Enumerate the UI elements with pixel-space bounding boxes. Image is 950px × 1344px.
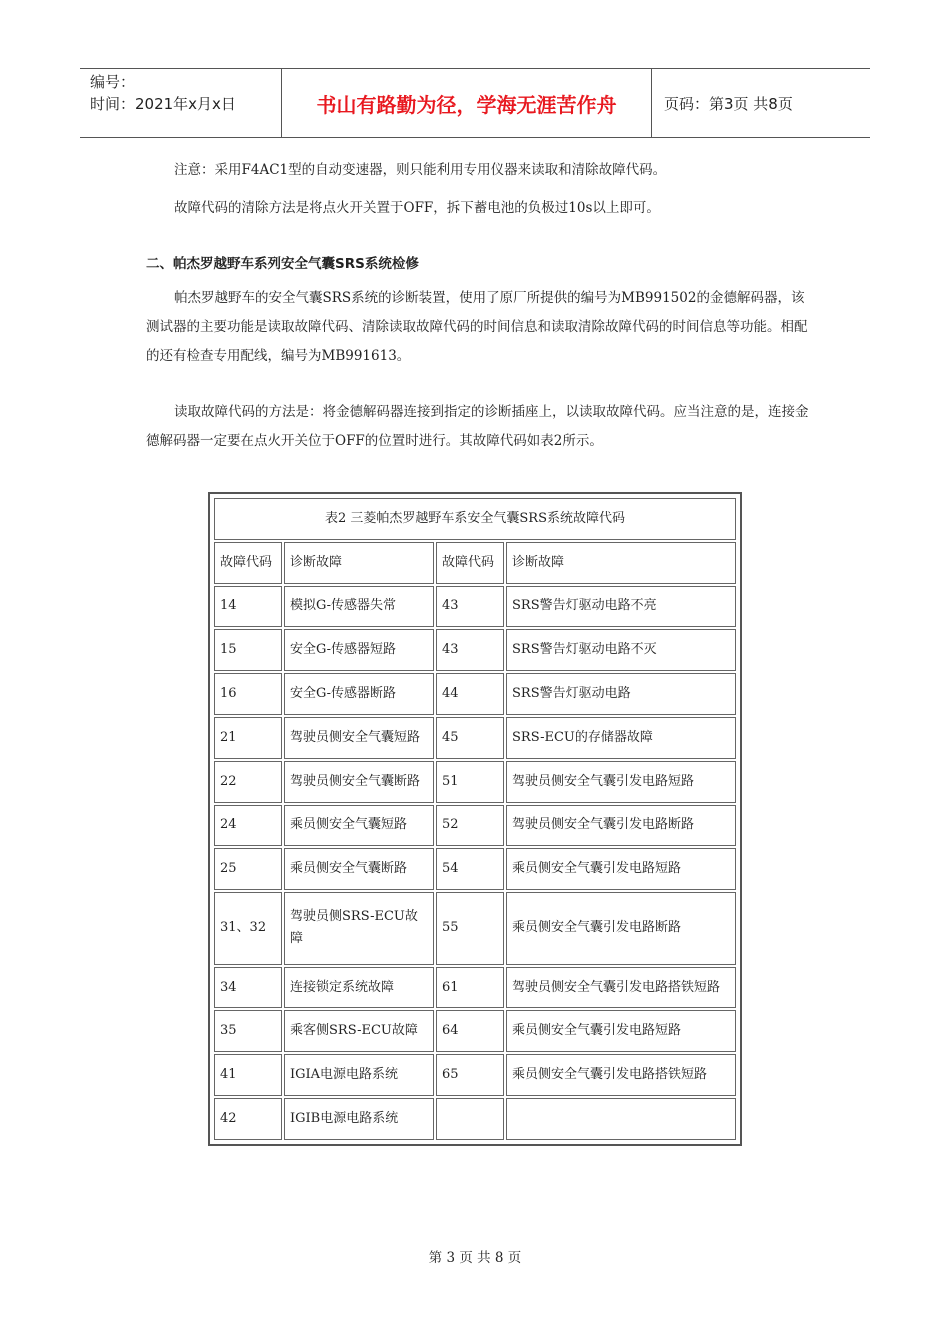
- table-row: [214, 892, 736, 964]
- fault-code-cell: 21: [214, 717, 282, 759]
- fault-code-cell: 54: [436, 848, 504, 890]
- diagnosis-cell: SRS警告灯驱动电路不亮: [506, 586, 736, 628]
- body-paragraph-1: 帕杰罗越野车的安全气囊SRS系统的诊断装置，使用了原厂所提供的编号为MB991502的金德解码器，该测试器的主要功能是读取故障代码、清除读取故障代码的时间信息和读取清除故障代码的时间信息等功能。相配的还有检查专用配线，编号为MB991613。: [146, 290, 808, 364]
- fault-code-cell: 41: [214, 1054, 282, 1096]
- fault-code-cell: 45: [436, 717, 504, 759]
- page-header: [80, 68, 870, 138]
- table-caption-row: [214, 498, 736, 540]
- fault-code-cell: 61: [436, 967, 504, 1009]
- body-paragraph-2: 读取故障代码的方法是：将金德解码器连接到指定的诊断插座上，以读取故障代码。应当注意的是，连接金德解码器一定要在点火开关位于OFF的位置时进行。其故障代码如表2所示。: [146, 404, 809, 449]
- diagnosis-cell: 驾驶员侧安全气囊引发电路搭铁短路: [506, 967, 736, 1009]
- diagnosis-cell: 连接锁定系统故障: [284, 967, 434, 1009]
- table-row: [214, 967, 736, 1009]
- diagnosis-cell: 驾驶员侧SRS-ECU故障: [284, 892, 434, 964]
- diagnosis-cell: 乘员侧安全气囊引发电路搭铁短路: [506, 1054, 736, 1096]
- table-caption: 表2 三菱帕杰罗越野车系安全气囊SRS系统故障代码: [214, 498, 736, 540]
- diagnosis-cell: 安全G-传感器断路: [284, 673, 434, 715]
- table-row: [214, 761, 736, 803]
- table-row: [214, 717, 736, 759]
- diagnosis-cell: 模拟G-传感器失常: [284, 586, 434, 628]
- fault-code-cell: 52: [436, 805, 504, 847]
- fault-code-cell: 35: [214, 1010, 282, 1052]
- diagnosis-cell: 驾驶员侧安全气囊引发电路断路: [506, 805, 736, 847]
- fault-code-cell: 34: [214, 967, 282, 1009]
- fault-code-cell: 42: [214, 1098, 282, 1140]
- number-label: 编号：: [90, 73, 136, 91]
- table-row: [214, 586, 736, 628]
- table-row: [214, 1010, 736, 1052]
- table-header-row: [214, 542, 736, 584]
- fault-code-cell: 24: [214, 805, 282, 847]
- column-header: 诊断故障: [284, 542, 434, 584]
- table-row: [214, 1098, 736, 1140]
- diagnosis-cell: SRS警告灯驱动电路: [506, 673, 736, 715]
- header-meta: [80, 69, 282, 137]
- fault-code-cell: 55: [436, 892, 504, 964]
- table-row: [214, 629, 736, 671]
- table-row: [214, 805, 736, 847]
- table-row: [214, 1054, 736, 1096]
- diagnosis-cell: 乘员侧安全气囊断路: [284, 848, 434, 890]
- diagnosis-cell: 乘员侧安全气囊引发电路断路: [506, 892, 736, 964]
- table-row: [214, 848, 736, 890]
- fault-code-cell: 64: [436, 1010, 504, 1052]
- fault-code-cell: 43: [436, 586, 504, 628]
- fault-code-cell: 31、32: [214, 892, 282, 964]
- fault-code-cell: 15: [214, 629, 282, 671]
- fault-code-table: [208, 492, 742, 1146]
- diagnosis-cell: 驾驶员侧安全气囊短路: [284, 717, 434, 759]
- fault-code-cell: 16: [214, 673, 282, 715]
- diagnosis-cell: [506, 1098, 736, 1140]
- fault-code-cell: [436, 1098, 504, 1140]
- diagnosis-cell: 安全G-传感器短路: [284, 629, 434, 671]
- note-paragraph-1: 注意：采用F4AC1型的自动变速器，则只能利用专用仪器来读取和清除故障代码。: [174, 162, 667, 178]
- diagnosis-cell: IGIA电源电路系统: [284, 1054, 434, 1096]
- diagnosis-cell: SRS-ECU的存储器故障: [506, 717, 736, 759]
- diagnosis-cell: 乘员侧安全气囊引发电路短路: [506, 848, 736, 890]
- diagnosis-cell: SRS警告灯驱动电路不灭: [506, 629, 736, 671]
- fault-code-cell: 14: [214, 586, 282, 628]
- diagnosis-cell: 乘员侧安全气囊引发电路短路: [506, 1010, 736, 1052]
- diagnosis-cell: 驾驶员侧安全气囊引发电路短路: [506, 761, 736, 803]
- section-title: 二、帕杰罗越野车系列安全气囊SRS系统检修: [146, 256, 419, 272]
- column-header: 故障代码: [436, 542, 504, 584]
- column-header: 诊断故障: [506, 542, 736, 584]
- page-footer: 第 3 页 共 8 页: [428, 1250, 522, 1266]
- column-header: 故障代码: [214, 542, 282, 584]
- diagnosis-cell: IGIB电源电路系统: [284, 1098, 434, 1140]
- header-page-number: 页码：第3页 共8页: [664, 94, 793, 113]
- fault-code-cell: 43: [436, 629, 504, 671]
- diagnosis-cell: 乘客侧SRS-ECU故障: [284, 1010, 434, 1052]
- header-motto: 书山有路勤为径，学海无涯苦作舟: [282, 69, 652, 137]
- diagnosis-cell: 驾驶员侧安全气囊断路: [284, 761, 434, 803]
- fault-code-cell: 44: [436, 673, 504, 715]
- fault-code-cell: 65: [436, 1054, 504, 1096]
- time-label: 时间：2021年x月x日: [90, 95, 236, 113]
- note-paragraph-2: 故障代码的清除方法是将点火开关置于OFF，拆下蓄电池的负极过10s以上即可。: [174, 200, 660, 216]
- diagnosis-cell: 乘员侧安全气囊短路: [284, 805, 434, 847]
- fault-code-cell: 51: [436, 761, 504, 803]
- fault-code-cell: 25: [214, 848, 282, 890]
- fault-code-cell: 22: [214, 761, 282, 803]
- table-row: [214, 673, 736, 715]
